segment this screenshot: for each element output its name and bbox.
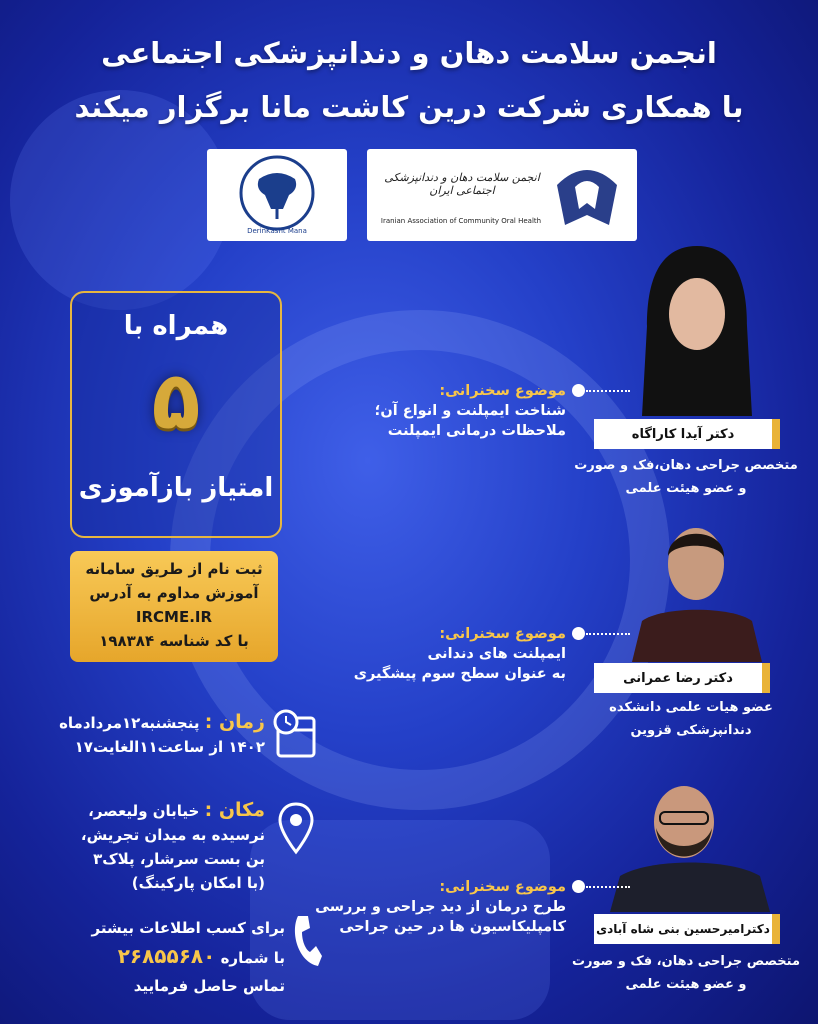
- speaker-2-desc-line-2: دندانپزشکی قزوین: [630, 723, 752, 738]
- place-line-3: بن بست سرشار، پلاک۳: [93, 850, 265, 868]
- contact-line-3: تماس حاصل فرمایید: [133, 977, 285, 995]
- registration-line-1: ثبت نام از طریق سامانه: [85, 560, 263, 578]
- speaker-1-desc-line-2: و عضو هیئت علمی: [625, 481, 747, 496]
- company-logo: [207, 149, 347, 241]
- contact-block: [85, 914, 285, 1000]
- speaker-1-photo: [622, 236, 772, 416]
- registration-box: [70, 551, 278, 662]
- association-name-fa: انجمن سلامت دهان و دندانپزشکی اجتماعی ایران: [384, 171, 540, 197]
- speaker-2-desc: [596, 696, 786, 742]
- speaker-2-connector: [586, 633, 630, 635]
- speaker-2-dot: [572, 627, 585, 640]
- face: [669, 278, 725, 350]
- place-line-1: خیابان ولیعصر،: [88, 802, 200, 820]
- speaker-1-desc: [566, 454, 806, 500]
- speaker-1-topic-line-2: ملاحظات درمانی ایمپلنت: [387, 423, 566, 439]
- speaker-3-connector: [586, 886, 630, 888]
- speaker-3-dot: [572, 880, 585, 893]
- registration-line-4: با کد شناسه ۱۹۸۳۸۴: [99, 632, 249, 650]
- registration-url[interactable]: IRCME.IR: [135, 608, 213, 626]
- pin-dot: [290, 814, 302, 826]
- speaker-2-topic: [300, 624, 566, 684]
- speaker-1-topic: [300, 381, 566, 441]
- speaker-1-topic-label: موضوع سخنرانی:: [439, 383, 566, 399]
- credits-points-label: امتیاز بازآموزی: [78, 473, 274, 503]
- contact-number-prefix: با شماره: [220, 949, 285, 967]
- association-emblem-icon: [547, 155, 627, 235]
- calendar-clock-icon: [272, 708, 318, 760]
- header-line-1: انجمن سلامت دهان و دندانپزشکی اجتماعی: [101, 36, 717, 70]
- time-line-1: پنجشنبه۱۲مردادماه: [59, 714, 200, 732]
- speaker-2-desc-line-1: عضو هیات علمی دانشکده: [609, 700, 773, 715]
- speaker-3-topic-line-1: طرح درمان از دید جراحی و بررسی: [315, 899, 566, 915]
- speaker-2-photo: [622, 506, 772, 662]
- speaker-3-avatar: [600, 766, 780, 912]
- speaker-3-name: دکترامیرحسین بنی شاه آبادی: [594, 914, 780, 944]
- place-line-2: نرسیده به میدان تجریش،: [80, 826, 265, 844]
- time-line-2: ۱۴۰۲ از ساعت۱۱الغایت۱۷: [74, 738, 265, 756]
- speaker-1-name: دکتر آیدا کاراگاه: [594, 419, 780, 449]
- time-label: زمان :: [204, 711, 265, 733]
- speaker-1-avatar: [622, 236, 772, 416]
- shirt: [632, 610, 762, 662]
- speaker-3-desc-line-2: و عضو هیئت علمی: [625, 977, 747, 992]
- speaker-3-topic-line-2: کامپلیکاسیون ها در حین جراحی: [339, 919, 566, 935]
- credits-number: ۵: [151, 354, 201, 447]
- speaker-2-name: دکتر رضا عمرانی: [594, 663, 770, 693]
- speaker-1-topic-line-1: شناخت ایمپلنت و انواع آن؛: [374, 403, 566, 419]
- header-line-2: با همکاری شرکت درین کاشت مانا برگزار میکند: [74, 90, 744, 124]
- registration-line-2: آموزش مداوم به آدرس: [89, 584, 259, 602]
- speaker-1-dot: [572, 384, 585, 397]
- speaker-3-desc-line-1: متخصص جراحی دهان، فک و صورت: [571, 954, 801, 969]
- speaker-3-topic-label: موضوع سخنرانی:: [439, 879, 566, 895]
- credits-with-label: همراه با: [123, 311, 229, 341]
- jacket: [610, 863, 770, 913]
- association-name-en: Iranian Association of Community Oral Health: [380, 217, 542, 225]
- company-name: DerinKasht Mana: [247, 227, 307, 235]
- pin-shape: [280, 804, 312, 852]
- place-block: [70, 798, 265, 895]
- speaker-2-topic-label: موضوع سخنرانی:: [439, 626, 566, 642]
- speaker-3-topic: [300, 877, 566, 937]
- place-label: مکان :: [204, 799, 265, 821]
- place-line-4: (با امکان پارکینگ): [131, 874, 265, 892]
- speaker-1-connector: [586, 390, 630, 392]
- association-logo: [367, 149, 637, 241]
- speaker-3-desc: [566, 950, 806, 996]
- time-block: [40, 710, 265, 759]
- credits-box: [70, 291, 282, 538]
- speaker-1-desc-line-1: متخصص جراحی دهان،فک و صورت: [574, 458, 798, 473]
- contact-number[interactable]: ۲۶۸۵۵۶۸۰: [117, 944, 216, 968]
- speaker-2-avatar: [622, 506, 772, 662]
- speaker-2-topic-line-2: به عنوان سطح سوم پیشگیری: [353, 666, 566, 682]
- speaker-2-topic-line-1: ایمپلنت های دندانی: [427, 646, 566, 662]
- contact-line-1: برای کسب اطلاعات بیشتر: [91, 919, 285, 937]
- location-pin-icon: [276, 800, 316, 860]
- speaker-3-photo: [600, 766, 780, 912]
